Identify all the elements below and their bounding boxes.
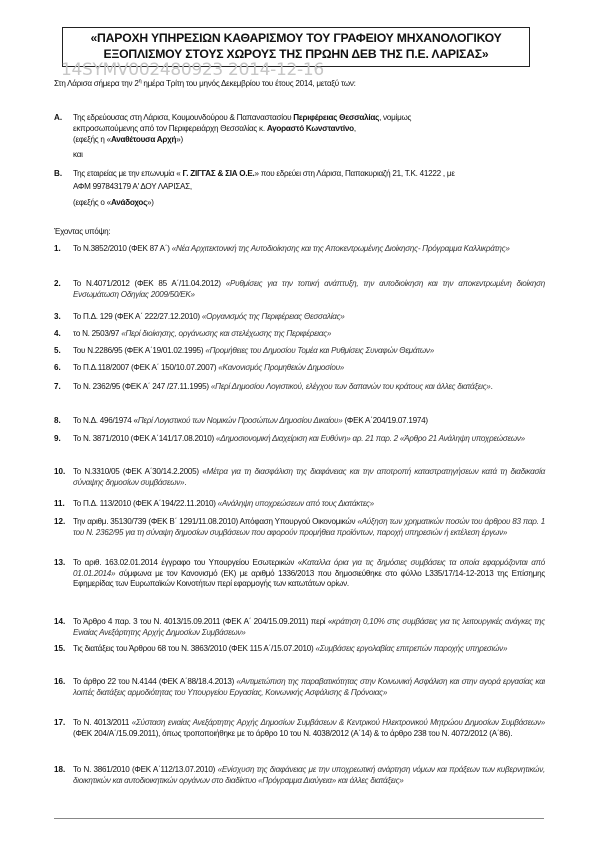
item-number: 3.: [54, 312, 61, 321]
list-item: [73, 434, 545, 445]
list-item: [73, 558, 545, 590]
party-a-line-3-pre: (εφεξής η «: [73, 135, 111, 144]
item-text: Του Ν.2286/95 (ΦΕΚ Α΄19/01.02.1995): [73, 346, 206, 355]
item-title-italic: «Συμβάσεις εργολαβίας επιτρεπών παροχής υπηρεσιών»: [315, 644, 508, 653]
item-number: 7.: [54, 382, 61, 391]
item-text: Το Ν. 4013/2011: [73, 718, 132, 727]
party-a-line-2: [73, 124, 356, 135]
list-item: [73, 677, 545, 698]
item-text: Το άρθρο 22 του Ν.4144 (ΦΕΚ Α΄88/18.4.2013): [73, 677, 237, 686]
item-number: 1.: [54, 244, 61, 253]
list-item: [73, 467, 545, 488]
item-number: 18.: [54, 765, 66, 774]
item-title-italic: Μέτρα για τη διασφάλιση της διαφάνειας και την αποτροπή καταστρατηγήσεων κατά τη διαδικασία σύναψης δημοσίων συμβάσεων»: [73, 467, 546, 487]
item-text-tail: σύμφωνα με τον Κανονισμό (ΕΚ) με αριθμό 1336/2013 που δημοσιεύθηκε στο φύλλο L335/17/14-12-2013 της Επίσημης Εφημερίδας των Ευρωπαϊκών Κοινοτήτων περί εφαρμογής των κατωτάτων ορίων.: [73, 568, 545, 589]
item-title-italic: «Ρυθμίσεις για την τοπική ανάπτυξη, την αυτοδιοίκηση και την αποκεντρωμένη διοίκηση Ενσωμάτωση Οδηγίας 2009/50/ΕΚ»: [73, 279, 546, 299]
party-b-line-1-pre: Της εταιρείας με την επωνυμία «: [73, 169, 183, 178]
list-item: [73, 499, 545, 510]
item-text: Το Π.Δ.118/2007 (ΦΕΚ Α΄ 150/10.07.2007): [73, 363, 219, 372]
party-a-line-3-post: »): [176, 135, 183, 144]
party-a-line-1-post: , νομίμως: [379, 113, 412, 122]
item-number: 8.: [54, 416, 61, 425]
parties-and: και: [73, 150, 83, 159]
party-a-line-2-pre: εκπροσωπούμενης από τον Περιφερειάρχη Θεσσαλίας κ.: [73, 124, 267, 133]
item-number: 6.: [54, 363, 61, 372]
list-item: [73, 363, 545, 374]
item-text: Το Π.Δ. 129 (ΦΕΚ Α΄ 222/27.12.2010): [73, 312, 202, 321]
list-item: [73, 765, 545, 786]
party-b-label: Β.: [54, 169, 63, 178]
item-text: Το αριθ. 163.02.01.2014 έγγραφο του Υπουργείου Εσωτερικών «: [73, 558, 303, 567]
item-title-italic: «Ανάληψη υποχρεώσεων από τους Διατάκτες»: [217, 499, 374, 508]
item-number: 4.: [54, 329, 61, 338]
document-title-line-1: «ΠΑΡΟΧΗ ΥΠΗΡΕΣΙΩΝ ΚΑΘΑΡΙΣΜΟΥ ΤΟΥ ΓΡΑΦΕΙΟΥ ΜΗΧΑΝΟΛΟΓΙΚΟΥ: [90, 31, 502, 45]
item-title-italic: «Οργανισμός της Περιφέρειας Θεσσαλίας»: [201, 312, 345, 321]
item-title-italic: Καταλλα όρια για τις δημόσιες συμβάσεις τα οποία εφαρμόζονται από 01.01.2014»: [73, 558, 546, 578]
item-text: Το Ν. 3871/2010 (ΦΕΚ Α΄141/17.08.2010): [73, 434, 216, 443]
item-text: Το Ν.3310/05 (ΦΕΚ Α΄30/14.2.2005) «: [73, 467, 207, 476]
item-title-italic: κράτηση 0,10% στις συμβάσεις για τις λειτουργικές ανάγκες της Ενιαίας Ανεξάρτητης Αρχής Δημοσίων Συμβάσεων»: [73, 617, 545, 637]
party-b-line-3-pre: (εφεξής ο «: [73, 198, 111, 207]
item-title-italic: «Κανονισμός Προμηθειών Δημοσίου»: [218, 363, 345, 372]
item-text: Την αριθμ. 35130/739 (ΦΕΚ Β΄ 1291/11.08.2010) Απόφαση Υπουργού Οικονομικών: [73, 517, 358, 526]
item-title-italic: «Περί διοίκησης, οργάνωσης και στελέχωσης της Περιφέρειας»: [121, 329, 332, 338]
item-title-italic: «Ενίσχυση της διαφάνειας με την υποχρεωτική ανάρτηση νόμων και πράξεων των κυβερνητικών, διοικητικών και αυτοδιοικητικών οργάνων στο διαδίκτυο «Πρόγραμμα Διαύγεια» και άλλες διατάξεις»: [73, 765, 545, 785]
item-title-italic: «Αύξηση των χρηματικών ποσών του άρθρου 83 παρ. 1 του Ν. 2362/95 για τη σύναψη δημοσίων συμβάσεων που αφορούν προμήθεια προϊόντων, παροχή υπηρεσιών ή εκτέλεση έργων»: [73, 517, 545, 537]
intro-post: ημέρα Τρίτη του μηνός Δεκεμβρίου του έτους 2014, μεταξύ των:: [141, 79, 356, 88]
item-number: 13.: [54, 558, 66, 567]
list-item: [73, 329, 545, 340]
item-title-italic: «Προμήθειες του Δημοσίου Τομέα και Ρυθμίσεις Συναφών Θεμάτων»: [205, 346, 434, 355]
item-number: 12.: [54, 517, 66, 526]
list-item: [73, 346, 545, 357]
list-item: [73, 279, 545, 300]
item-text: Το Ν.Δ. 496/1974 «: [73, 416, 138, 425]
item-text-tail: (ΦΕΚ Α΄204/19.07.1974): [342, 416, 428, 425]
intro-sentence: [54, 79, 356, 90]
list-item: [73, 718, 545, 739]
item-number: 11.: [54, 499, 65, 508]
item-text: Το Ν.4071/2012 (ΦΕΚ 85 Α΄/11.04.2012): [73, 279, 226, 288]
party-a-name: Περιφέρειας Θεσσαλίας: [293, 113, 380, 122]
party-a-line-1-pre: Της εδρεύουσας στη Λάρισα, Κουμουνδούρου & Παπαναστασίου: [73, 113, 294, 122]
item-title-italic: «Περί Δημοσίου Λογιστικού, ελέγχου των δαπανών του κράτους και άλλες διατάξεις»: [210, 382, 491, 391]
item-title-italic: «Νέα Αρχιτεκτονική της Αυτοδιοίκησης και της Αποκεντρωμένης Διοίκησης- Πρόγραμμα Καλλικράτης»: [171, 244, 510, 253]
item-text: Το Άρθρο 4 παρ. 3 του Ν. 4013/15.09.2011 (ΦΕΚ Α΄ 204/15.09.2011) περί «: [73, 617, 333, 626]
list-item: [73, 244, 545, 255]
item-title-italic: «Δημοσιονομική Διαχείριση και Ευθύνη» αρ. 21 παρ. 2 «Άρθρο 21 Ανάληψη υποχρεώσεων»: [215, 434, 525, 443]
item-number: 2.: [54, 279, 61, 288]
intro-sup: η: [138, 78, 142, 85]
item-number: 5.: [54, 346, 61, 355]
party-a-line-2-post: ,: [353, 124, 356, 133]
item-text: Το Ν. 3861/2010 (ΦΕΚ Α΄112/13.07.2010): [73, 765, 218, 774]
party-a-representative: Αγοραστό Κωνσταντίνο: [266, 124, 354, 133]
party-b-line-2: ΑΦΜ 997843179 Α' ΔΟΥ ΛΑΡΙΣΑΣ,: [73, 182, 192, 191]
item-number: 10.: [54, 467, 66, 476]
item-number: 15.: [54, 644, 66, 653]
list-item: [73, 312, 545, 323]
item-title-italic: «Σύσταση ενιαίας Ανεξάρτητης Αρχής Δημοσίων Συμβάσεων & Κεντρικού Ηλεκτρονικού Μητρώου Δημοσίων Συμβάσεων»: [131, 718, 545, 727]
list-item: [73, 644, 545, 655]
document-title-line-2: ΕΞΟΠΛΙΣΜΟΥ ΣΤΟΥΣ ΧΩΡΟΥΣ ΤΗΣ ΠΡΩΗΝ ΔΕΒ ΤΗΣ Π.Ε. ΛΑΡΙΣΑΣ»: [103, 47, 489, 61]
party-b-name: Γ. ΖΙΓΓΑΣ & ΣΙΑ Ο.Ε.: [182, 169, 255, 178]
item-title-italic: «Αντιμετώπιση της παραβατικότητας στην Κοινωνική Ασφάλιση και στην αγορά εργασίας και λοιπές διατάξεις αρμοδιότητας του Υπουργείου Εργασίας, Κοινωνικής Ασφάλισης & Πρόνοιας»: [73, 677, 545, 697]
item-text: Το Ν. 2362/95 (ΦΕΚ Α΄ 247 /27.11.1995): [73, 382, 211, 391]
bottom-rule: [54, 818, 544, 819]
ada-watermark: 14SYMV002480923 2014-12-16: [61, 60, 324, 80]
party-b-line-1: [73, 169, 455, 180]
list-item: [73, 617, 545, 638]
party-b-role: Ανάδοχος: [110, 198, 148, 207]
list-item: [73, 416, 545, 427]
item-text: Το Ν.3852/2010 (ΦΕΚ 87 Α΄): [73, 244, 172, 253]
item-number: 16.: [54, 677, 66, 686]
party-b-line-1-post: » που εδρεύει στη Λάρισα, Παπακυριαζή 21, Τ.Κ. 41222 , με: [254, 169, 455, 178]
item-number: 9.: [54, 434, 61, 443]
party-a-line-1: [73, 113, 411, 124]
party-a-role: Αναθέτουσα Αρχή: [110, 135, 177, 144]
item-text: το Ν. 2503/97: [73, 329, 122, 338]
item-text: Το Π.Δ. 113/2010 (ΦΕΚ Α΄194/22.11.2010): [73, 499, 218, 508]
party-a-label: Α.: [54, 113, 63, 122]
list-item: [73, 517, 545, 538]
party-b-line-3-post: »): [147, 198, 154, 207]
item-text: Τις διατάξεις του Άρθρου 68 του Ν. 3863/2010 (ΦΕΚ 115 Α΄/15.07.2010): [73, 644, 316, 653]
item-text-tail: .: [184, 477, 187, 487]
item-text-tail: .: [490, 382, 493, 391]
list-item: [73, 382, 545, 393]
intro-pre: Στη Λάρισα σήμερα την 2: [54, 79, 139, 88]
considering-heading: Έχοντας υπόψη:: [54, 227, 111, 236]
item-text-tail: (ΦΕΚ 204/Α΄/15.09.2011), όπως τροποποιήθηκε με το άρθρο 10 του Ν. 4038/2012 (Α΄14) & το άρθρο 238 του Ν. 4072/2012 (Α΄86).: [73, 728, 513, 738]
party-a-line-3: [73, 135, 183, 146]
party-b-line-3: [73, 198, 154, 209]
item-title-italic: Περί Λογιστικού των Νομικών Προσώπων Δημοσίου Δικαίου»: [137, 416, 343, 425]
item-number: 14.: [54, 617, 66, 626]
item-number: 17.: [54, 718, 66, 727]
